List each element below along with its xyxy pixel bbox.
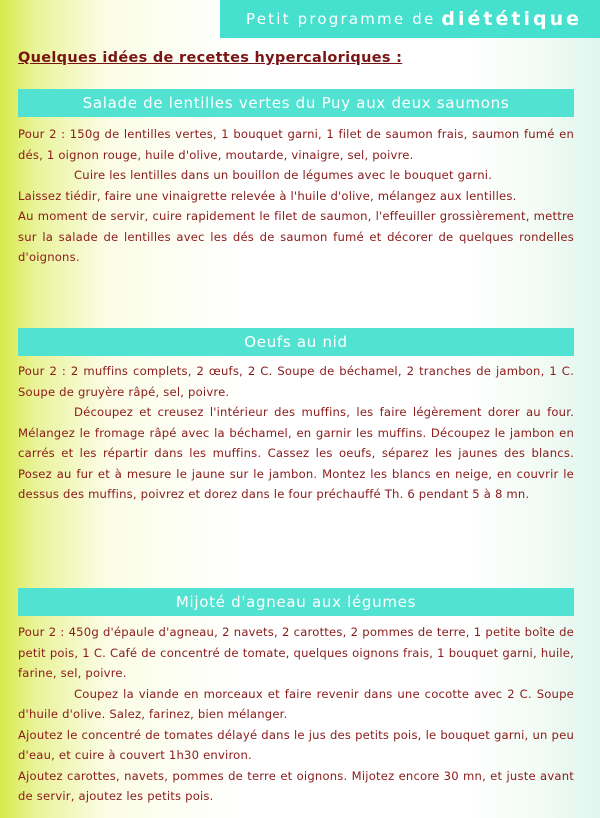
recipe-1-step-2: Laissez tiédir, faire une vinaigrette relevée à l'huile d'olive, mélangez aux lentilles. <box>18 188 517 203</box>
recipe-3-ingredients: Pour 2 : 450g d'épaule d'agneau, 2 navets, 2 carottes, 2 pommes de terre, 1 petite boîte de petit pois, 1 C. Café de concentré de tomate, quelques oignons frais, 1 bouquet garni, huile, farine, sel, poivre. <box>18 625 574 680</box>
recipe-3-title: Mijoté d'agneau aux légumes <box>175 593 417 611</box>
recipe-3-step-2: Ajoutez le concentré de tomates délayé dans le jus des petits pois, le bouquet garni, un peu d'eau, et cuire à couvert 1h30 environ. <box>18 727 574 762</box>
page-title: Quelques idées de recettes hypercaloriques : <box>18 50 403 66</box>
recipe-1-title: Salade de lentilles vertes du Puy aux deux saumons <box>82 94 510 112</box>
recipe-2-ingredients: Pour 2 : 2 muffins complets, 2 œufs, 2 C. Soupe de béchamel, 2 tranches de jambon, 1 C. Soupe de gruyère râpé, sel, poivre. <box>18 364 574 399</box>
recipe-3-step-1: Coupez la viande en morceaux et faire revenir dans une cocotte avec 2 C. Soupe d'huile d'olive. Salez, farinez, bien mélanger. <box>18 686 574 721</box>
recipe-2-title-band <box>18 328 574 356</box>
recipe-2-title: Oeufs au nid <box>244 333 348 351</box>
recipe-1-step-3: Au moment de servir, cuire rapidement le filet de saumon, l'effeuiller grossièrement, mettre sur la salade de lentilles avec les dés de saumon fumé et décorer de quelques rondelles d'oignons. <box>18 209 574 264</box>
header-bar <box>220 0 600 38</box>
recipe-3-title-band <box>18 588 574 616</box>
recipe-1-ingredients: Pour 2 : 150g de lentilles vertes, 1 bouquet garni, 1 filet de saumon frais, saumon fumé en dés, 1 oignon rouge, huile d'olive, moutarde, vinaigre, sel, poivre. <box>18 127 574 162</box>
recipe-2-step-1: Découpez et creusez l'intérieur des muffins, les faire légèrement dorer au four. Mélangez le fromage râpé avec la béchamel, en garnir les muffins. Découpez le jambon en carrés et les répartir dans les muffins. Cassez les oeufs, séparez les jaunes des blancs. Posez au fur et à mesure le jaune sur le jambon. Montez les blancs en neige, en couvrir le dessus des muffins, poivrez et dorez dans le four préchauffé Th. 6 pendant 5 à 8 mn. <box>18 405 574 501</box>
recipe-3-body <box>18 622 574 807</box>
recipe-2-body <box>18 361 574 505</box>
recipe-1-step-1: Cuire les lentilles dans un bouillon de légumes avec le bouquet garni. <box>74 168 493 182</box>
header-prefix: Petit programme de <box>245 10 436 28</box>
recipe-3-step-3: Ajoutez carottes, navets, pommes de terre et oignons. Mijotez encore 30 mn, et juste avant de servir, ajoutez les petits pois. <box>18 768 574 803</box>
recipe-1-body <box>18 124 574 268</box>
recipe-1-title-band <box>18 89 574 117</box>
header-highlight: diététique <box>441 8 582 30</box>
